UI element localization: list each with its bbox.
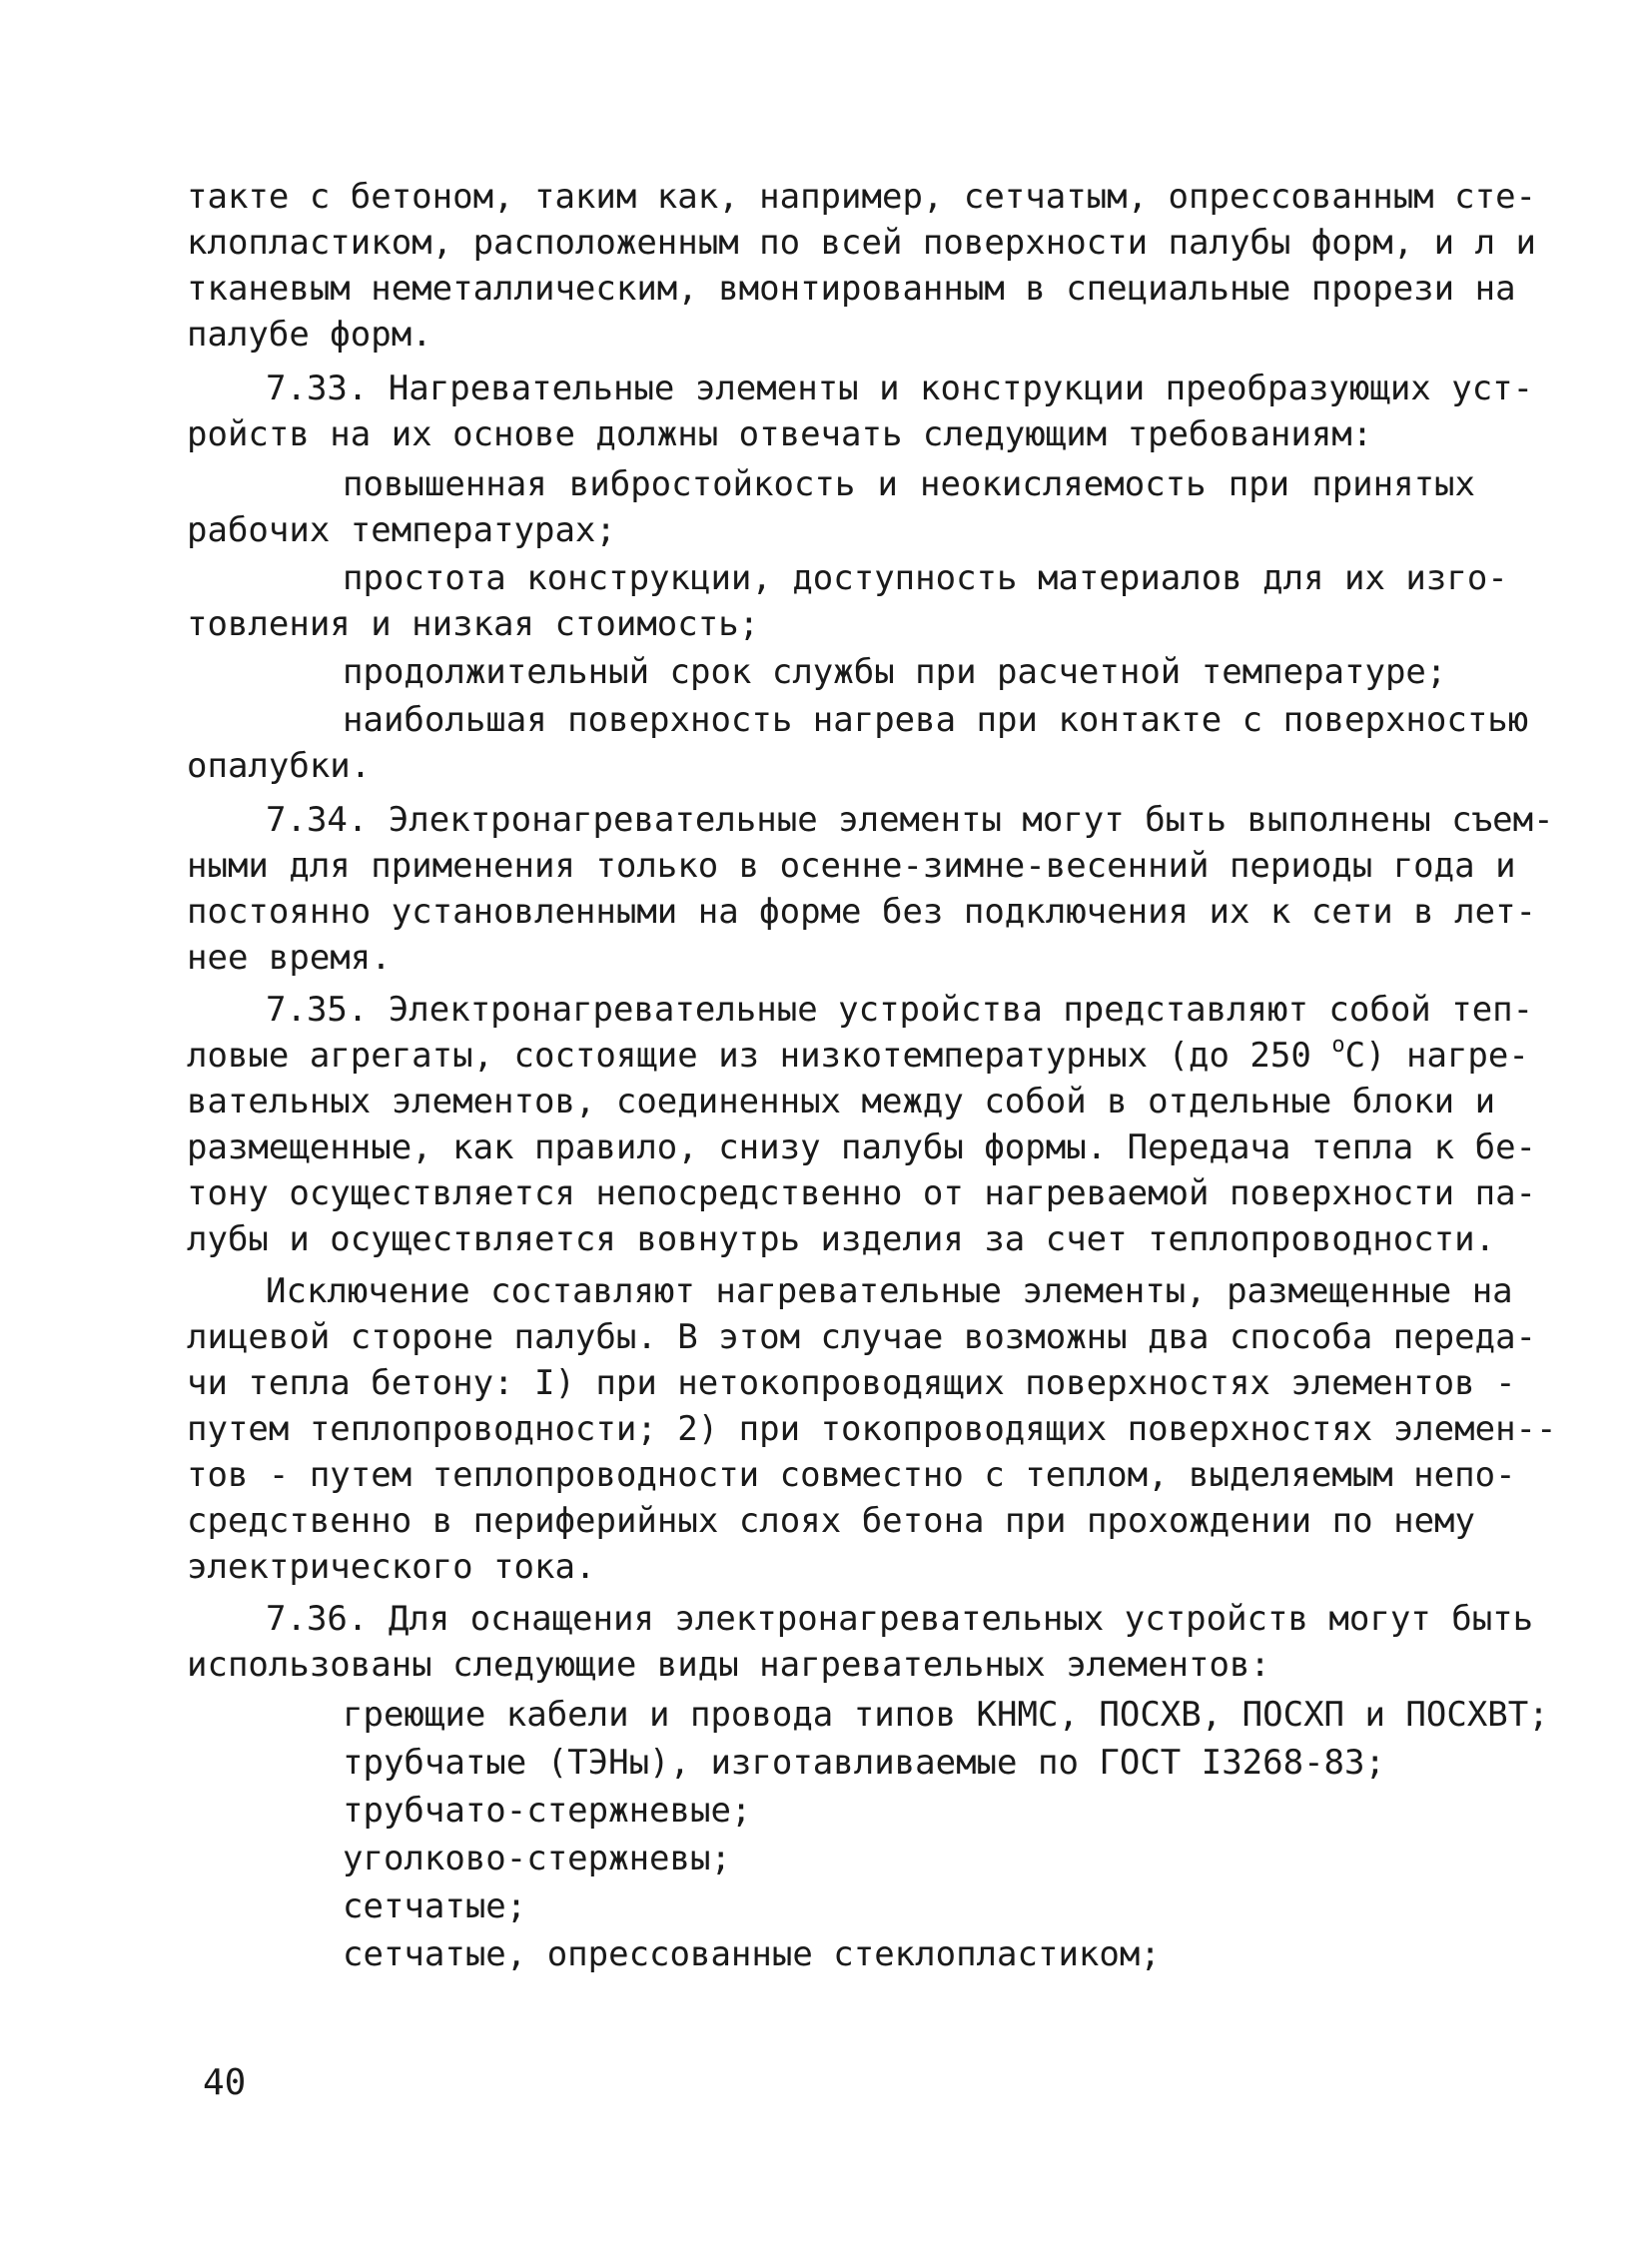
text-line [187,1032,1529,1079]
list-item: трубчато-стержневые; [343,1791,752,1831]
text-line: средственно в периферийных слоях бетона при прохождении по нему [187,1501,1475,1541]
text-segment: С) нагре- [1344,1036,1529,1076]
text-line: такте с бетоном, таким как, например, сетчатым, опрессованным сте- [187,177,1537,217]
list-item: сетчатые; [343,1886,527,1926]
text-line: размещенные, как правило, снизу палубы формы. Передача тепла к бе- [187,1127,1537,1167]
page-number: 40 [203,2062,247,2103]
text-line: лицевой стороне палубы. В этом случае возможны два способа переда- [187,1317,1537,1357]
text-line: клопластиком, расположенным по всей поверхности палубы форм, и л и [187,223,1537,263]
text-line: лубы и осуществляется вовнутрь изделия за счет теплопроводности. [187,1219,1496,1259]
section-7-36-heading: 7.36. Для оснащения электронагревательных устройств могут быть [266,1599,1534,1639]
list-item: повышенная вибростойкость и неокисляемость при принятых [343,464,1475,504]
text-line: путем теплопроводности; 2) при токопроводящих поверхностях элемен-- [187,1409,1557,1449]
list-item: наибольшая поверхность нагрева при контакте с поверхностью [343,700,1529,740]
text-line: использованы следующие виды нагревательных элементов: [187,1645,1270,1685]
list-item: сетчатые, опрессованные стеклопластиком; [343,1934,1161,1974]
text-line: товления и низкая стоимость; [187,604,760,644]
text-line: ройств на их основе должны отвечать следующим требованиям: [187,414,1373,454]
text-line: палубе форм. [187,315,432,355]
text-line: тону осуществляется непосредственно от нагреваемой поверхности па- [187,1173,1537,1213]
text-line: электрического тока. [187,1547,596,1587]
section-7-34-heading: 7.34. Электронагревательные элементы могут быть выполнены съем- [266,800,1554,840]
text-line: ными для применения только в осенне-зимне-весенний периоды года и [187,846,1516,886]
text-line: чи тепла бетону: I) при нетокопроводящих поверхностях элементов - [187,1363,1516,1403]
text-line: рабочих температурах; [187,510,616,550]
text-segment: ловые агрегаты, состоящие из низкотемпературных (до 250 [187,1036,1332,1076]
list-item: греющие кабели и провода типов КНМС, ПОСХВ, ПОСХП и ПОСХВТ; [343,1695,1549,1735]
text-line: вательных элементов, соединенных между собой в отдельные блоки и [187,1082,1496,1121]
list-item: простота конструкции, доступность материалов для их изго- [343,558,1508,598]
section-7-35-heading: 7.35. Электронагревательные устройства представляют собой теп- [266,990,1534,1030]
text-line: нее время. [187,938,392,978]
text-line: постоянно установленными на форме без подключения их к сети в лет- [187,892,1537,932]
text-line: Исключение составляют нагревательные элементы, размещенные на [266,1271,1513,1311]
text-line: опалубки. [187,746,372,786]
degree-superscript: o [1331,1032,1345,1058]
text-line: тов - путем теплопроводности совместно с теплом, выделяемым непо- [187,1455,1516,1495]
list-item: трубчатые (ТЭНы), изготавливаемые по ГОСТ I3268-83; [343,1743,1385,1783]
section-7-33-heading: 7.33. Нагревательные элементы и конструкции преобразующих уст- [266,369,1534,408]
list-item: уголково-стержневы; [343,1839,731,1878]
text-line: тканевым неметаллическим, вмонтированным в специальные прорези на [187,269,1516,309]
list-item: продолжительный срок службы при расчетной температуре; [343,652,1447,692]
